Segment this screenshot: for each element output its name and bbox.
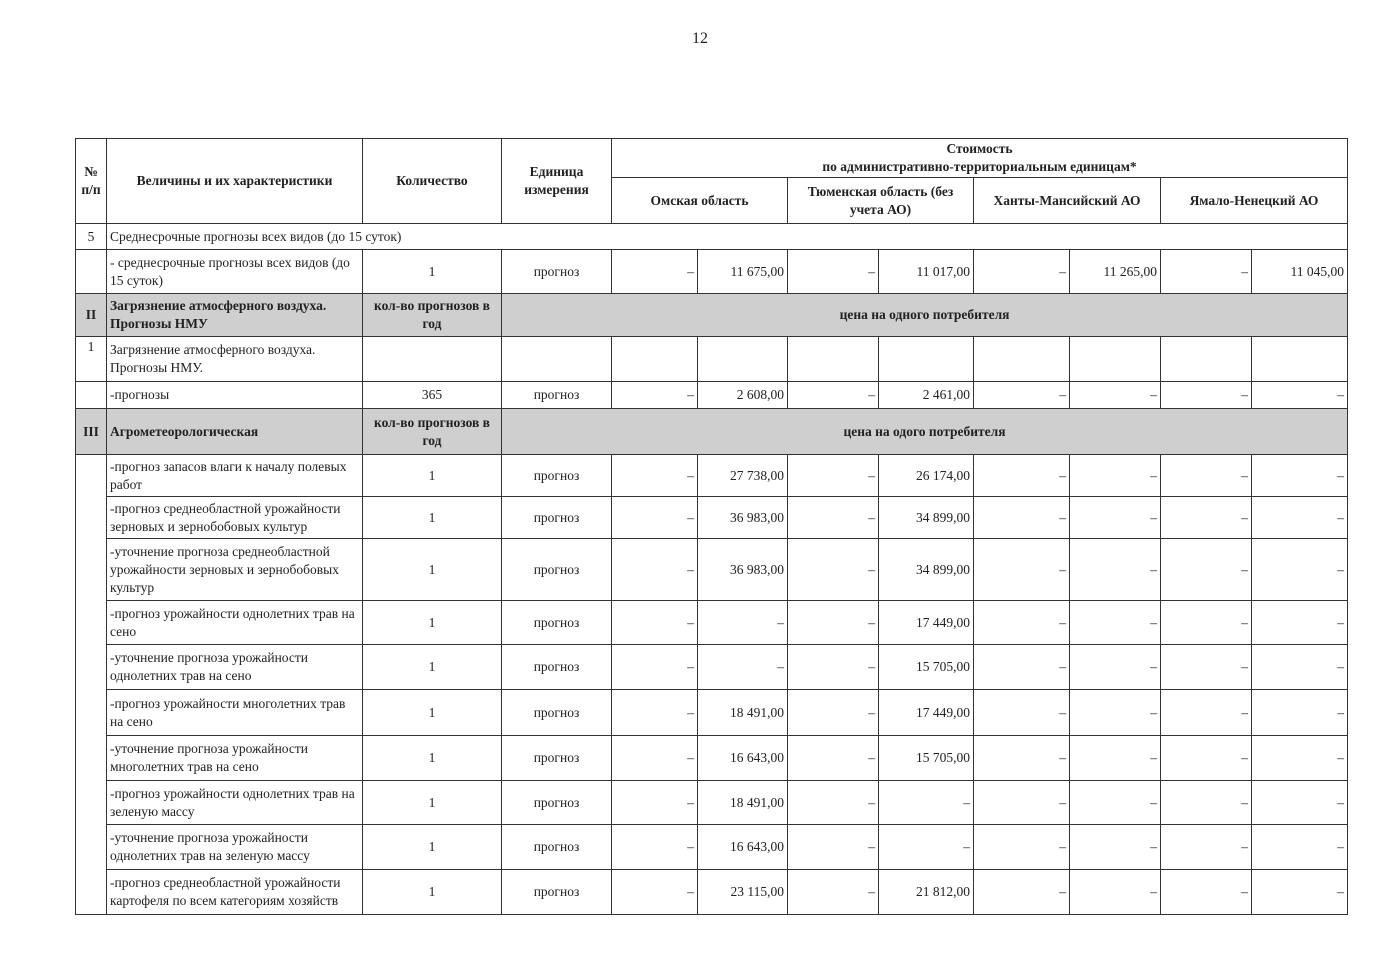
header-region-omsk: Омская область	[612, 178, 788, 224]
value-cell: –	[974, 781, 1070, 825]
row-unit: прогноз	[502, 736, 612, 781]
empty-cell	[974, 337, 1070, 382]
table-row	[76, 497, 1348, 539]
row-qty: 1	[363, 781, 502, 825]
empty-cell	[363, 337, 502, 382]
row-name: -прогноз среднеобластной урожайности картофеля по всем категориям хозяйств	[107, 870, 363, 915]
value-cell: –	[612, 382, 698, 409]
sec3-qty-label: кол-во прогнозов в год	[363, 409, 502, 455]
empty-cell	[1161, 337, 1252, 382]
row-unit: прогноз	[502, 601, 612, 645]
row-name: -уточнение прогноза среднеобластной урожайности зерновых и зернобобовых культур	[107, 539, 363, 601]
row-unit: прогноз	[502, 690, 612, 736]
row-unit: прогноз	[502, 645, 612, 690]
value-cell: 11 017,00	[879, 250, 974, 294]
row-name: -прогноз урожайности многолетних трав на сено	[107, 690, 363, 736]
value-cell: 15 705,00	[879, 645, 974, 690]
row-qty: 1	[363, 645, 502, 690]
table-row	[76, 539, 1348, 601]
value-cell: 27 738,00	[698, 455, 788, 497]
value-cell: 11 265,00	[1070, 250, 1161, 294]
row-name: - среднесрочные прогнозы всех видов (до 15 суток)	[107, 250, 363, 294]
value-cell: –	[1252, 825, 1348, 870]
value-cell: –	[788, 539, 879, 601]
row-qty: 1	[363, 539, 502, 601]
value-cell: –	[1161, 455, 1252, 497]
value-cell: –	[698, 645, 788, 690]
value-cell: –	[612, 539, 698, 601]
value-cell: –	[1161, 497, 1252, 539]
value-cell: –	[612, 645, 698, 690]
value-cell: –	[1070, 455, 1161, 497]
row-qty: 1	[363, 825, 502, 870]
value-cell: –	[974, 497, 1070, 539]
row-name: -уточнение прогноза урожайности однолетних трав на сено	[107, 645, 363, 690]
value-cell: –	[1252, 736, 1348, 781]
row-unit: прогноз	[502, 539, 612, 601]
value-cell: –	[879, 825, 974, 870]
value-cell: –	[1161, 690, 1252, 736]
value-cell: 26 174,00	[879, 455, 974, 497]
value-cell: 36 983,00	[698, 497, 788, 539]
value-cell: –	[788, 825, 879, 870]
header-region-yanao: Ямало-Ненецкий АО	[1161, 178, 1348, 224]
value-cell: –	[612, 455, 698, 497]
row-name: -прогноз запасов влаги к началу полевых работ	[107, 455, 363, 497]
header-unit: Единица измерения	[502, 139, 612, 224]
header-name: Величины и их характеристики	[107, 139, 363, 224]
empty-cell	[1070, 337, 1161, 382]
value-cell: –	[612, 781, 698, 825]
value-cell: –	[1161, 736, 1252, 781]
value-cell: –	[788, 455, 879, 497]
value-cell: –	[974, 539, 1070, 601]
sec2-price-label: цена на одного потребителя	[502, 294, 1348, 337]
value-cell: –	[1070, 825, 1161, 870]
value-cell: 16 643,00	[698, 736, 788, 781]
value-cell: –	[1252, 455, 1348, 497]
value-cell: –	[1252, 382, 1348, 409]
empty-cell	[1252, 337, 1348, 382]
value-cell: –	[1161, 781, 1252, 825]
sec3-title: Агрометеорологическая	[107, 409, 363, 455]
value-cell: –	[1070, 736, 1161, 781]
row-unit: прогноз	[502, 497, 612, 539]
table-row	[76, 455, 1348, 497]
empty-cell	[612, 337, 698, 382]
value-cell: 34 899,00	[879, 539, 974, 601]
row-unit: прогноз	[502, 455, 612, 497]
value-cell: –	[788, 601, 879, 645]
value-cell: –	[879, 781, 974, 825]
empty-cell	[698, 337, 788, 382]
row-qty: 1	[363, 455, 502, 497]
table-row	[76, 601, 1348, 645]
sec3-num: III	[76, 409, 107, 455]
value-cell: –	[788, 382, 879, 409]
value-cell: –	[788, 250, 879, 294]
row-name: -уточнение прогноза урожайности однолетних трав на зеленую массу	[107, 825, 363, 870]
value-cell: –	[1252, 870, 1348, 915]
value-cell: –	[1252, 497, 1348, 539]
row-unit: прогноз	[502, 825, 612, 870]
row-unit: прогноз	[502, 382, 612, 409]
row-unit: прогноз	[502, 250, 612, 294]
value-cell: 2 608,00	[698, 382, 788, 409]
value-cell: –	[1070, 497, 1161, 539]
value-cell: 11 045,00	[1252, 250, 1348, 294]
value-cell: –	[974, 690, 1070, 736]
row-name: -прогнозы	[107, 382, 363, 409]
value-cell: –	[788, 870, 879, 915]
empty-cell	[76, 455, 107, 915]
sec5-num: 5	[76, 224, 107, 250]
row-qty: 1	[363, 736, 502, 781]
value-cell: –	[974, 250, 1070, 294]
row-qty: 1	[363, 601, 502, 645]
value-cell: –	[1252, 645, 1348, 690]
value-cell: –	[974, 601, 1070, 645]
value-cell: –	[1161, 870, 1252, 915]
value-cell: –	[788, 645, 879, 690]
value-cell: 15 705,00	[879, 736, 974, 781]
header-region-tyumen: Тюменская область (без учета АО)	[788, 178, 974, 224]
value-cell: –	[1161, 382, 1252, 409]
value-cell: –	[1070, 539, 1161, 601]
value-cell: 21 812,00	[879, 870, 974, 915]
row-name: -прогноз урожайности однолетних трав на зеленую массу	[107, 781, 363, 825]
value-cell: –	[974, 825, 1070, 870]
page-number: 12	[692, 30, 708, 47]
value-cell: –	[1161, 601, 1252, 645]
row-unit: прогноз	[502, 870, 612, 915]
sec2-num: II	[76, 294, 107, 337]
value-cell: –	[974, 645, 1070, 690]
value-cell: –	[612, 497, 698, 539]
value-cell: –	[788, 690, 879, 736]
value-cell: –	[974, 382, 1070, 409]
sec2-sub-num: 1	[76, 337, 107, 382]
value-cell: –	[974, 455, 1070, 497]
table-row	[76, 645, 1348, 690]
value-cell: –	[1161, 645, 1252, 690]
value-cell: –	[974, 870, 1070, 915]
value-cell: –	[1070, 870, 1161, 915]
value-cell: 18 491,00	[698, 690, 788, 736]
value-cell: –	[974, 736, 1070, 781]
value-cell: 16 643,00	[698, 825, 788, 870]
value-cell: –	[788, 781, 879, 825]
table-row	[76, 736, 1348, 781]
value-cell: –	[1070, 690, 1161, 736]
table-row	[76, 690, 1348, 736]
value-cell: 17 449,00	[879, 601, 974, 645]
value-cell: –	[788, 736, 879, 781]
row-unit: прогноз	[502, 781, 612, 825]
value-cell: –	[1252, 781, 1348, 825]
row-name: -прогноз среднеобластной урожайности зерновых и зернобобовых культур	[107, 497, 363, 539]
value-cell: –	[788, 497, 879, 539]
value-cell: –	[1161, 250, 1252, 294]
header-cost-title: Стоимость	[946, 141, 1013, 156]
sec2-sub-title: Загрязнение атмосферного воздуха. Прогнозы НМУ.	[107, 337, 363, 382]
row-qty: 1	[363, 497, 502, 539]
row-name: -прогноз урожайности однолетних трав на сено	[107, 601, 363, 645]
value-cell: –	[612, 825, 698, 870]
row-qty: 1	[363, 690, 502, 736]
value-cell: –	[612, 870, 698, 915]
value-cell: –	[612, 690, 698, 736]
sec3-price-label: цена на одого потребителя	[502, 409, 1348, 455]
header-cost	[612, 139, 1348, 178]
value-cell: –	[1070, 601, 1161, 645]
value-cell: 34 899,00	[879, 497, 974, 539]
empty-cell	[502, 337, 612, 382]
value-cell: 23 115,00	[698, 870, 788, 915]
value-cell: 2 461,00	[879, 382, 974, 409]
value-cell: 18 491,00	[698, 781, 788, 825]
sec2-qty-label: кол-во прогнозов в год	[363, 294, 502, 337]
value-cell: –	[612, 736, 698, 781]
value-cell: –	[1161, 539, 1252, 601]
header-region-khmao: Ханты-Мансийский АО	[974, 178, 1161, 224]
value-cell: –	[1252, 539, 1348, 601]
table-row	[76, 781, 1348, 825]
value-cell: –	[1252, 690, 1348, 736]
row-qty: 365	[363, 382, 502, 409]
header-cost-subtitle: по административно-территориальным единицам*	[822, 159, 1137, 175]
value-cell: –	[1252, 601, 1348, 645]
value-cell: 17 449,00	[879, 690, 974, 736]
sec2-title: Загрязнение атмосферного воздуха. Прогнозы НМУ	[107, 294, 363, 337]
table-row	[76, 825, 1348, 870]
header-qty: Количество	[363, 139, 502, 224]
empty-cell	[76, 250, 107, 294]
sec5-title: Среднесрочные прогнозы всех видов (до 15 суток)	[107, 224, 1348, 250]
value-cell: 11 675,00	[698, 250, 788, 294]
cost-table	[75, 138, 1348, 915]
row-qty: 1	[363, 250, 502, 294]
value-cell: –	[1161, 825, 1252, 870]
value-cell: –	[1070, 382, 1161, 409]
row-qty: 1	[363, 870, 502, 915]
header-num: № п/п	[76, 139, 107, 224]
value-cell: –	[612, 601, 698, 645]
value-cell: –	[1070, 781, 1161, 825]
empty-cell	[76, 382, 107, 409]
value-cell: –	[612, 250, 698, 294]
table-row	[76, 870, 1348, 915]
empty-cell	[788, 337, 879, 382]
row-name: -уточнение прогноза урожайности многолетних трав на сено	[107, 736, 363, 781]
value-cell: 36 983,00	[698, 539, 788, 601]
value-cell: –	[698, 601, 788, 645]
value-cell: –	[1070, 645, 1161, 690]
empty-cell	[879, 337, 974, 382]
